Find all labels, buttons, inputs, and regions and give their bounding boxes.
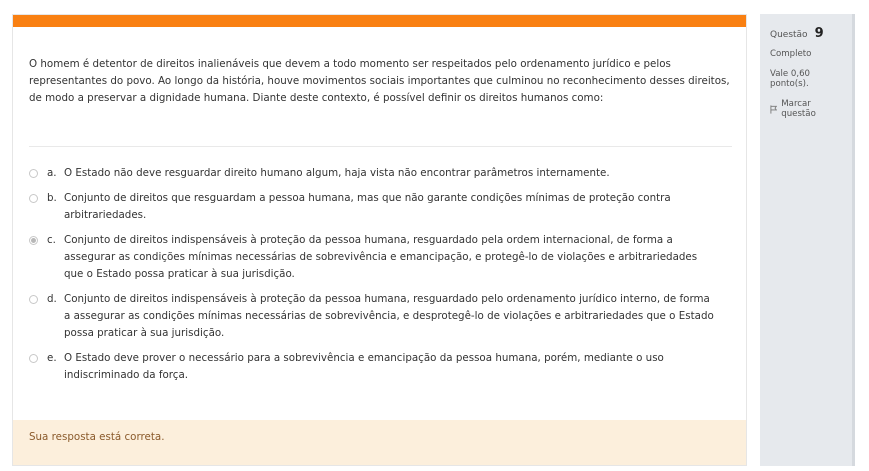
answer-letter: c.: [47, 234, 56, 246]
question-label: Questão: [770, 30, 808, 40]
answer-text: O Estado deve prover o necessário para a sobrevivência e emancipação da pessoa humana, porém, mediante o uso indiscriminado da força.: [64, 352, 664, 381]
radio-b[interactable]: [29, 194, 38, 203]
answer-option-a[interactable]: [29, 165, 739, 182]
answer-option-d[interactable]: [29, 291, 739, 342]
question-text: O homem é detentor de direitos inalienáveis que devem a todo momento ser respeitados pelo ordenamento jurídico e pelos representantes do povo. Ao longo da história, houve movimentos sociais importantes que culminou no reconhecimento desses direitos, de modo a preservar a dignidade humana. Diante deste contexto, é possível definir os direitos humanos como:: [29, 58, 730, 104]
answer-letter: e.: [47, 352, 57, 364]
question-card: [12, 14, 747, 466]
radio-a[interactable]: [29, 169, 38, 178]
question-info-panel: [760, 14, 855, 466]
answer-letter: b.: [47, 192, 57, 204]
flag-icon: [770, 105, 777, 114]
answer-text: Conjunto de direitos que resguardam a pessoa humana, mas que não garante condições mínimas de proteção contra arbitrariedades.: [64, 192, 671, 221]
question-number: 9: [814, 26, 824, 41]
answer-text: Conjunto de direitos indispensáveis à proteção da pessoa humana, resguardado pelo ordenamento jurídico interno, de forma a assegurar as condições mínimas necessárias de sobrevivência, e desprotegê-lo de violações e arbitrariedades que o Estado possa praticar à sua jurisdição.: [64, 293, 714, 339]
answer-option-b[interactable]: [29, 190, 739, 224]
accent-bar: [13, 15, 746, 27]
radio-d[interactable]: [29, 295, 38, 304]
flag-question-link[interactable]: [770, 99, 842, 119]
answer-option-e[interactable]: [29, 350, 739, 384]
radio-c[interactable]: [29, 236, 38, 245]
answer-letter: a.: [47, 167, 57, 179]
feedback-text: Sua resposta está correta.: [29, 431, 165, 443]
answer-text: O Estado não deve resguardar direito humano algum, haja vista não encontrar parâmetros internamente.: [64, 167, 610, 179]
flag-question-label: Marcar questão: [781, 99, 816, 119]
answer-option-c[interactable]: [29, 232, 739, 283]
answer-text: Conjunto de direitos indispensáveis à proteção da pessoa humana, resguardado pela ordem internacional, de forma a assegurar as condições mínimas necessárias de sobrevivência e emancipação, e protegê-lo de violações e arbitrariedades que o Estado possa praticar à sua jurisdição.: [64, 234, 698, 280]
radio-e[interactable]: [29, 354, 38, 363]
answer-list: [29, 165, 739, 392]
answer-letter: d.: [47, 293, 57, 305]
feedback-box: [13, 420, 746, 465]
question-grade: Vale 0,60 ponto(s).: [770, 69, 811, 89]
question-state: Completo: [770, 49, 812, 59]
divider: [29, 146, 732, 147]
